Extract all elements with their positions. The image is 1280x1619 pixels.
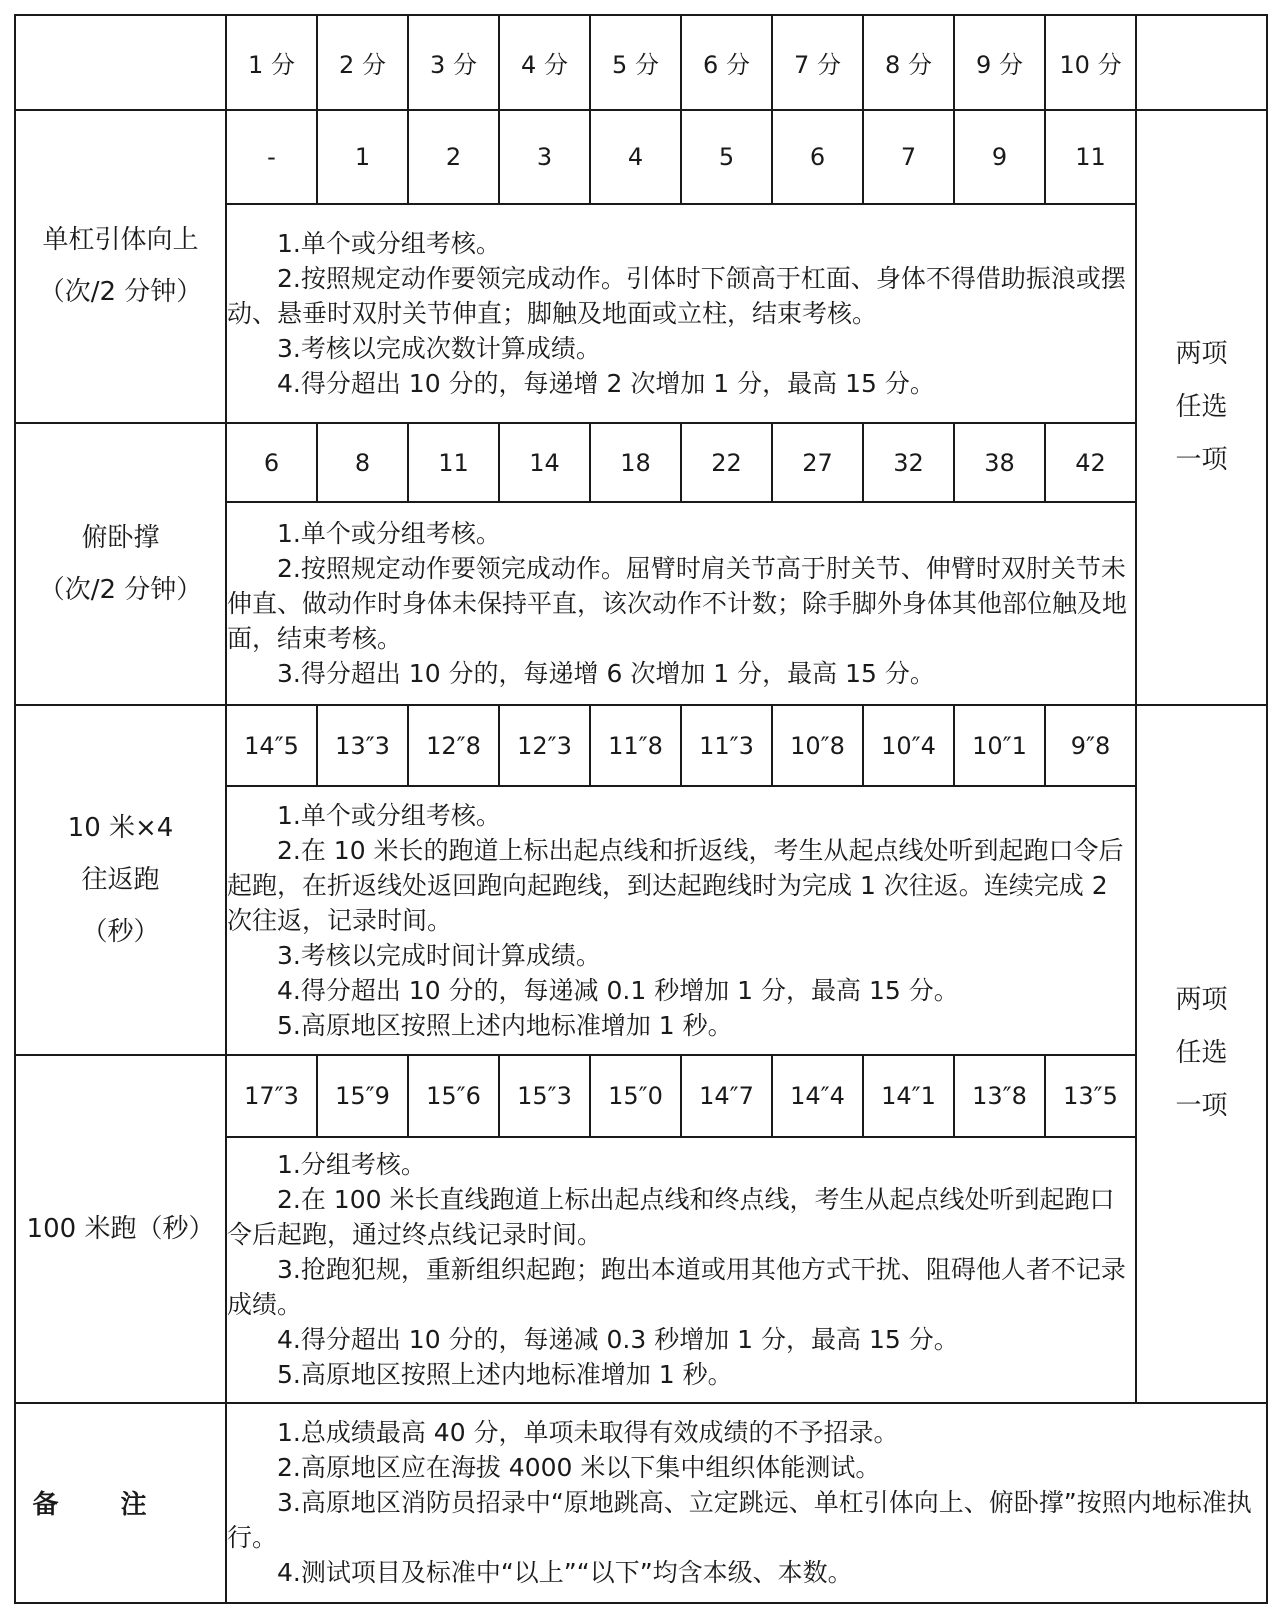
score-header-cell: 1 分	[226, 15, 317, 110]
score-value-cell: 13″8	[954, 1055, 1045, 1137]
values-row	[15, 423, 1267, 503]
choice-line: 任选	[1175, 1038, 1228, 1069]
rule-text: 3.抢跑犯规，重新组织起跑；跑出本道或用其他方式干扰、阻碍他人者不记录成绩。	[227, 1255, 1126, 1320]
rule-text: 5.高原地区按照上述内地标准增加 1 秒。	[277, 1360, 733, 1390]
score-value-cell: 9″8	[1045, 705, 1136, 787]
score-value-cell: 38	[954, 423, 1045, 503]
score-header-cell: 5 分	[590, 15, 681, 110]
score-header-cell: 8 分	[863, 15, 954, 110]
score-value-cell: 14″4	[772, 1055, 863, 1137]
notes-rules-cell	[226, 1403, 1267, 1603]
score-header-cell: 10 分	[1045, 15, 1136, 110]
rule-text: 3.得分超出 10 分的，每递增 6 次增加 1 分，最高 15 分。	[277, 659, 935, 689]
score-value-cell: 27	[772, 423, 863, 503]
score-value-cell: 5	[681, 110, 772, 204]
score-value-cell: 6	[226, 423, 317, 503]
score-value-cell: 18	[590, 423, 681, 503]
score-value-cell: 1	[317, 110, 408, 204]
item-name-line: 10 米×4	[67, 812, 174, 843]
score-header-cell: 6 分	[681, 15, 772, 110]
item-name-line: 单杠引体向上	[42, 225, 199, 256]
rules-cell	[226, 502, 1136, 704]
rules-cell	[226, 204, 1136, 423]
score-header-cell: 2 分	[317, 15, 408, 110]
note-text: 4.测试项目及标准中“以上”“以下”均含本级、本数。	[277, 1558, 853, 1588]
score-value-cell: 12″8	[408, 705, 499, 787]
score-value-cell: 15″6	[408, 1055, 499, 1137]
choice-line: 任选	[1175, 391, 1228, 422]
score-value-cell: 11″3	[681, 705, 772, 787]
score-value-cell: 10″1	[954, 705, 1045, 787]
values-row	[15, 1055, 1267, 1137]
rule-text: 4.得分超出 10 分的，每递减 0.1 秒增加 1 分，最高 15 分。	[277, 976, 959, 1006]
score-value-cell: 11	[408, 423, 499, 503]
item-name-line: （次/2 分钟）	[38, 574, 203, 605]
note-text: 3.高原地区消防员招录中“原地跳高、立定跳远、单杠引体向上、俯卧撑”按照内地标准执行。	[227, 1488, 1252, 1553]
score-value-cell: 7	[863, 110, 954, 204]
rule-text: 4.得分超出 10 分的，每递增 2 次增加 1 分，最高 15 分。	[277, 368, 935, 398]
rule-text: 2.在 10 米长的跑道上标出起点线和折返线，考生从起点线处听到起跑口令后起跑，在折返线处返回跑向起跑线，到达起跑线时为完成 1 次往返。连续完成 2 次往返，记录时间。	[227, 836, 1124, 936]
item-name-cell	[15, 423, 226, 705]
rule-text: 2.按照规定动作要领完成动作。屈臂时肩关节高于肘关节、伸臂时双肘关节未伸直、做动作时身体未保持平直，该次动作不计数；除手脚外身体其他部位触及地面，结束考核。	[227, 554, 1128, 654]
score-value-cell: 15″9	[317, 1055, 408, 1137]
item-name-line: 100 米跑（秒）	[26, 1213, 215, 1244]
rules-cell	[226, 1137, 1136, 1403]
score-value-cell: 9	[954, 110, 1045, 204]
score-value-cell: 15″3	[499, 1055, 590, 1137]
choice-line: 两项	[1175, 985, 1228, 1016]
rule-text: 1.单个或分组考核。	[277, 801, 501, 831]
rule-text: 1.单个或分组考核。	[277, 228, 501, 258]
score-value-cell: 14	[499, 423, 590, 503]
corner-cell	[15, 15, 226, 110]
rule-text: 3.考核以完成次数计算成绩。	[277, 333, 601, 363]
score-value-cell: 11	[1045, 110, 1136, 204]
score-header-cell: 9 分	[954, 15, 1045, 110]
score-value-cell: 14″7	[681, 1055, 772, 1137]
header-row	[15, 15, 1267, 110]
choice-line: 一项	[1175, 444, 1228, 475]
score-value-cell: 12″3	[499, 705, 590, 787]
values-row	[15, 110, 1267, 204]
fitness-standards-table	[14, 14, 1268, 1604]
notes-label-cell: 备注	[15, 1403, 226, 1603]
score-value-cell: 10″4	[863, 705, 954, 787]
score-value-cell: 13″5	[1045, 1055, 1136, 1137]
score-value-cell: 22	[681, 423, 772, 503]
choice-line: 两项	[1175, 338, 1228, 369]
score-value-cell: 17″3	[226, 1055, 317, 1137]
item-name-cell	[15, 705, 226, 1056]
item-name-line: 俯卧撑	[81, 522, 160, 553]
choice-cell	[1136, 705, 1267, 1403]
item-name-line: 往返跑	[81, 864, 160, 895]
score-header-cell: 4 分	[499, 15, 590, 110]
score-value-cell: 2	[408, 110, 499, 204]
item-name-cell	[15, 1055, 226, 1402]
choice-header-cell	[1136, 15, 1267, 110]
score-header-cell: 3 分	[408, 15, 499, 110]
choice-line: 一项	[1175, 1091, 1228, 1122]
score-value-cell: -	[226, 110, 317, 204]
choice-cell	[1136, 110, 1267, 705]
item-name-cell	[15, 110, 226, 423]
rule-text: 1.单个或分组考核。	[277, 519, 501, 549]
rule-text: 4.得分超出 10 分的，每递减 0.3 秒增加 1 分，最高 15 分。	[277, 1325, 959, 1355]
score-value-cell: 11″8	[590, 705, 681, 787]
score-value-cell: 42	[1045, 423, 1136, 503]
rule-text: 3.考核以完成时间计算成绩。	[277, 941, 601, 971]
score-value-cell: 14″5	[226, 705, 317, 787]
score-header-cell: 7 分	[772, 15, 863, 110]
rule-text: 1.分组考核。	[277, 1150, 426, 1180]
score-value-cell: 4	[590, 110, 681, 204]
note-text: 1.总成绩最高 40 分，单项未取得有效成绩的不予招录。	[277, 1418, 899, 1448]
score-value-cell: 14″1	[863, 1055, 954, 1137]
table-body	[15, 15, 1267, 1603]
score-value-cell: 3	[499, 110, 590, 204]
rule-text: 2.在 100 米长直线跑道上标出起点线和终点线，考生从起点线处听到起跑口令后起跑，通过终点线记录时间。	[227, 1185, 1115, 1250]
note-text: 2.高原地区应在海拔 4000 米以下集中组织体能测试。	[277, 1453, 881, 1483]
rule-text: 5.高原地区按照上述内地标准增加 1 秒。	[277, 1011, 733, 1041]
score-value-cell: 15″0	[590, 1055, 681, 1137]
notes-row	[15, 1403, 1267, 1603]
rule-text: 2.按照规定动作要领完成动作。引体时下颌高于杠面、身体不得借助振浪或摆动、悬垂时双肘关节伸直；脚触及地面或立柱，结束考核。	[227, 263, 1126, 328]
score-value-cell: 13″3	[317, 705, 408, 787]
score-value-cell: 32	[863, 423, 954, 503]
score-value-cell: 8	[317, 423, 408, 503]
item-name-line: （次/2 分钟）	[38, 277, 203, 308]
values-row	[15, 705, 1267, 787]
score-value-cell: 6	[772, 110, 863, 204]
item-name-line: （秒）	[81, 916, 160, 947]
score-value-cell: 10″8	[772, 705, 863, 787]
rules-cell	[226, 786, 1136, 1055]
